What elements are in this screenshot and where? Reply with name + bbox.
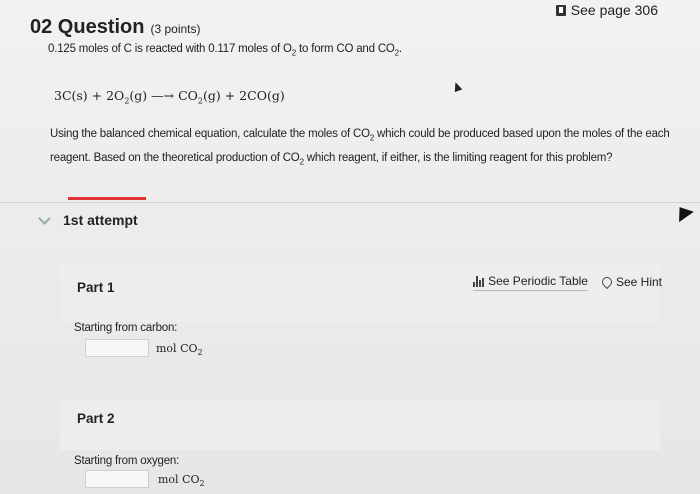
question-title [30, 16, 201, 39]
question-number: 02 Question [30, 16, 145, 38]
instructions-text-3: which reagent, if either, is the limiting reagent for this problem? [303, 152, 613, 165]
chemical-equation [54, 88, 285, 106]
problem-sub-2: 2 [394, 48, 399, 58]
part-1-start-label: Starting from carbon: [74, 322, 178, 334]
eq-sub-1: 2 [124, 96, 130, 106]
instructions [50, 124, 670, 173]
eq-product-1: CO [178, 88, 198, 103]
instructions-text-1: Using the balanced chemical equation, calculate the moles of CO [50, 128, 370, 140]
hint-icon [600, 274, 614, 288]
section-divider [0, 202, 700, 203]
hint-label: See Hint [615, 274, 662, 289]
eq-reactant-1: 3C(s) + 2O [54, 88, 125, 103]
part-1-unit-sub: 2 [197, 348, 203, 358]
part-1-panel [60, 262, 660, 322]
problem-sub-1: 2 [291, 48, 297, 58]
question-points: (3 points) [150, 22, 201, 36]
part-2-label: Part 2 [77, 411, 115, 426]
periodic-table-icon [473, 276, 484, 287]
periodic-table-label: See Periodic Table [488, 274, 588, 288]
part-1-unit [156, 342, 203, 357]
attempt-toggle[interactable] [40, 212, 138, 228]
instructions-sub-2: 2 [299, 157, 304, 167]
see-page-link[interactable] [556, 2, 658, 18]
book-icon [556, 5, 566, 16]
part-1-label: Part 1 [77, 280, 115, 295]
part-2-unit-sub: 2 [199, 479, 205, 489]
instructions-text-2: which could be produced based upon the moles of the each reagent. Based on the theoretical production of CO [50, 128, 670, 165]
periodic-table-link[interactable] [473, 274, 588, 291]
problem-statement [48, 43, 402, 57]
help-tools [473, 274, 662, 291]
part-1-unit-main: mol CO [156, 342, 198, 355]
instructions-sub-1: 2 [369, 133, 375, 143]
eq-sub-2: 2 [197, 96, 203, 106]
hint-link[interactable] [602, 274, 662, 291]
chevron-down-icon [38, 212, 51, 225]
problem-text-2: to form CO and CO [296, 43, 395, 55]
pointer-arrow-icon [672, 202, 694, 222]
mouse-cursor-icon [452, 81, 463, 92]
part-2-answer-input[interactable] [85, 470, 149, 488]
part-2-unit-main: mol CO [158, 473, 200, 486]
progress-indicator-bar [68, 197, 146, 200]
eq-reactant-2: (g) [129, 88, 148, 103]
part-2-panel [60, 400, 660, 450]
eq-arrow: —→ [147, 88, 179, 103]
see-page-label: See page 306 [570, 2, 658, 18]
eq-product-2: (g) + 2CO(g) [203, 88, 285, 103]
part-2-start-label: Starting from oxygen: [74, 455, 180, 467]
problem-text-1: 0.125 moles of C is reacted with 0.117 moles of O [48, 43, 292, 55]
problem-text-3: . [398, 43, 402, 55]
part-2-unit [158, 473, 205, 488]
part-1-answer-input[interactable] [85, 339, 149, 357]
attempt-label: 1st attempt [63, 212, 138, 228]
